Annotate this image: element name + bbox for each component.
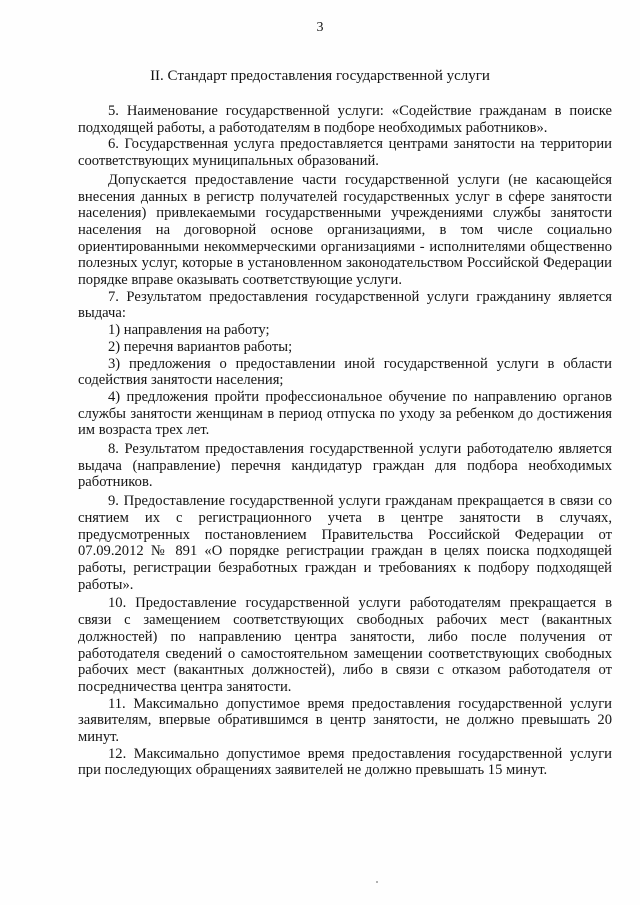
paragraph-12: 12. Максимально допустимое время предоставления государственной услуги при последующих обращениях заявителей не должно превышать 15 минут. [78,745,612,779]
paragraph-5: 5. Наименование государственной услуги: «Содействие гражданам в поиске подходящей работы, а работодателям в подборе необходимых работников». [78,103,612,136]
list-item-2: 2) перечня вариантов работы; [108,338,293,355]
section-title: II. Стандарт предоставления государственной услуги [150,68,490,84]
paragraph-9: 9. Предоставление государственной услуги гражданам прекращается в связи со снятием их с регистрационного учета в центре занятости в случаях, предусмотренных постановлением Правительства Российской Федерации от 07.09.2012 № 891 «О порядке регистрации граждан в целях поиска подходящей работы, регистрации безработных граждан и требованиях к подбору подходящей работы». [78,493,612,593]
paragraph-10: 10. Предоставление государственной услуги работодателям прекращается в связи с замещением соответствующих свободных рабочих мест (вакантных должностей) по направлению центра занятости, либо после получения от работодателя сведений о самостоятельном замещении соответствующих свободных рабочих мест (вакантных должностей), либо в связи с отказом работодателя от посредничества центра занятости. [78,595,612,695]
list-item-3: 3) предложения о предоставлении иной государственной услуги в области содействия занятости населения; [78,355,612,389]
page-number: 3 [316,20,324,35]
paragraph-8: 8. Результатом предоставления государственной услуги работодателю является выдача (направление) перечня кандидатур граждан для подбора необходимых работников. [78,441,612,491]
paragraph-6: 6. Государственная услуга предоставляется центрами занятости на территории соответствующих муниципальных образований. [78,136,612,170]
paragraph-6-continued: Допускается предоставление части государственной услуги (не касающейся внесения данных в регистр получателей государственных услуг в сфере занятости населения) привлекаемыми государственными учреждениями службы занятости населения на договорной основе организациями, в том числе социально ориентированными некоммерческими организациями - исполнителями общественно полезных услуг, которые в установленном законодательством Российской Федерации порядке вправе оказывать соответствующие услуги. [78,171,612,289]
document-body [78,103,612,779]
paragraph-7: 7. Результатом предоставления государственной услуги гражданину является выдача: [78,288,612,322]
list-item-1: 1) направления на работу; [108,322,270,339]
list-item-4: 4) предложения пройти профессиональное обучение по направлению органов службы занятости женщинам в период отпуска по уходу за ребенком до достижения им возраста трех лет. [78,388,612,439]
paragraph-11: 11. Максимально допустимое время предоставления государственной услуги заявителям, впервые обратившимся в центр занятости, не должно превышать 20 минут. [78,695,612,746]
scan-speck [376,881,378,883]
